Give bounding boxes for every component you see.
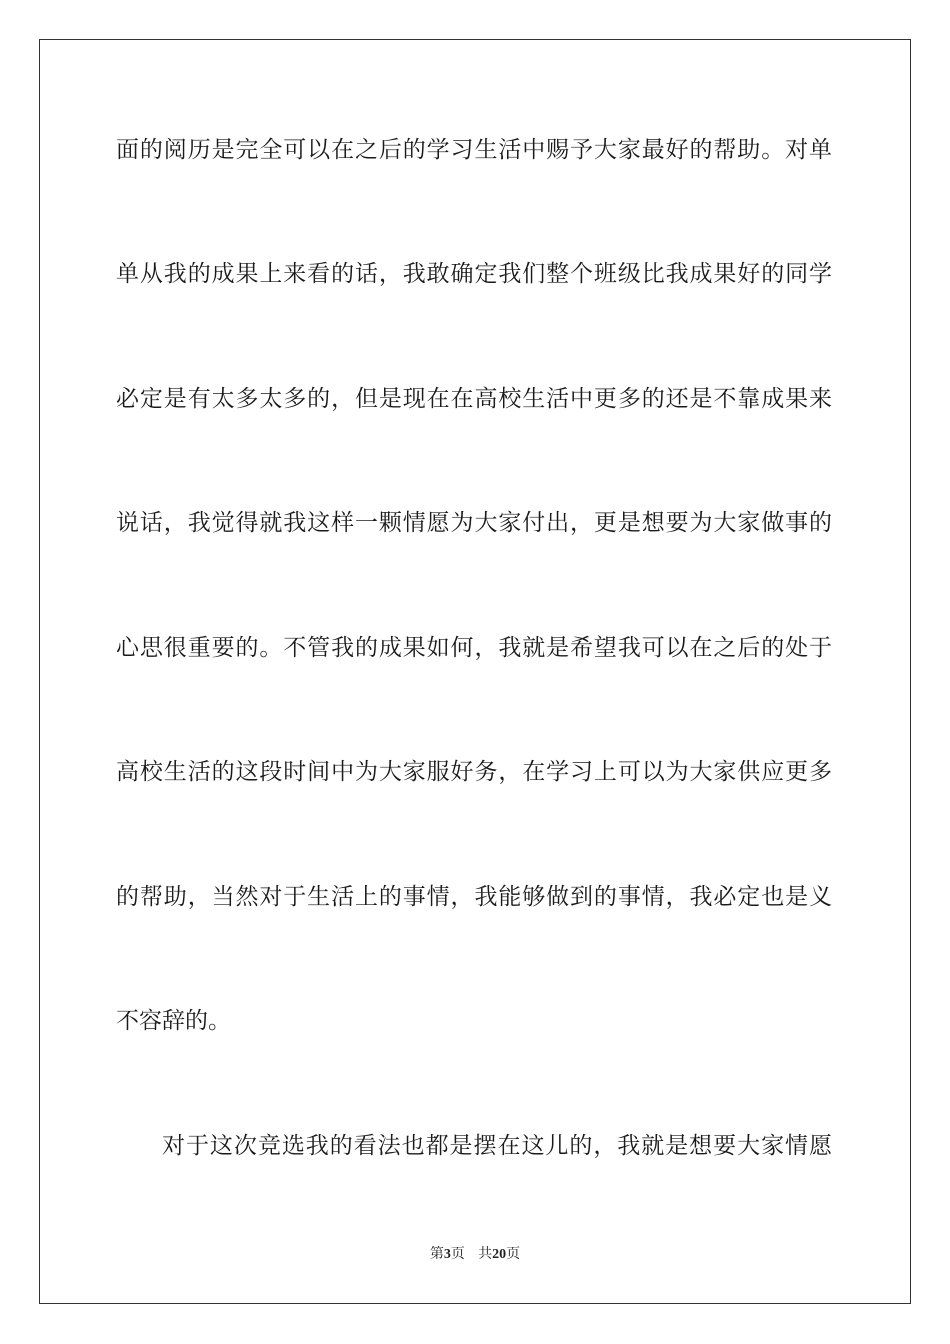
- body-text-line-4: 说话，我觉得就我这样一颗情愿为大家付出，更是想要为大家做事的: [116, 510, 832, 536]
- body-text-line-3: 必定是有太多太多的，但是现在在高校生活中更多的还是不靠成果来: [116, 386, 832, 412]
- body-text-line-6: 高校生活的这段时间中为大家服好务，在学习上可以为大家供应更多: [116, 759, 832, 785]
- page-label-prefix: 第: [429, 1246, 444, 1262]
- body-text-line-8: 不容辞的。: [116, 1008, 231, 1034]
- paragraph-start-line: 对于这次竞选我的看法也都是摆在这儿的，我就是想要大家情愿: [162, 1133, 832, 1159]
- page-footer: [0, 1245, 950, 1264]
- page-border: [39, 39, 911, 1304]
- current-page-number: 3: [443, 1247, 451, 1262]
- body-text-line-2: 单从我的成果上来看的话，我敢确定我们整个班级比我成果好的同学: [116, 261, 832, 287]
- page-label-suffix: 页: [450, 1246, 465, 1262]
- body-text-line-1: 面的阅历是完全可以在之后的学习生活中赐予大家最好的帮助。对单: [116, 137, 832, 163]
- total-page-count: 20: [492, 1247, 507, 1262]
- total-label-prefix: 共: [478, 1246, 493, 1262]
- body-text-line-7: 的帮助，当然对于生活上的事情，我能够做到的事情，我必定也是义: [116, 884, 832, 910]
- total-label-suffix: 页: [506, 1246, 521, 1262]
- body-text-line-5: 心思很重要的。不管我的成果如何，我就是希望我可以在之后的处于: [116, 635, 832, 661]
